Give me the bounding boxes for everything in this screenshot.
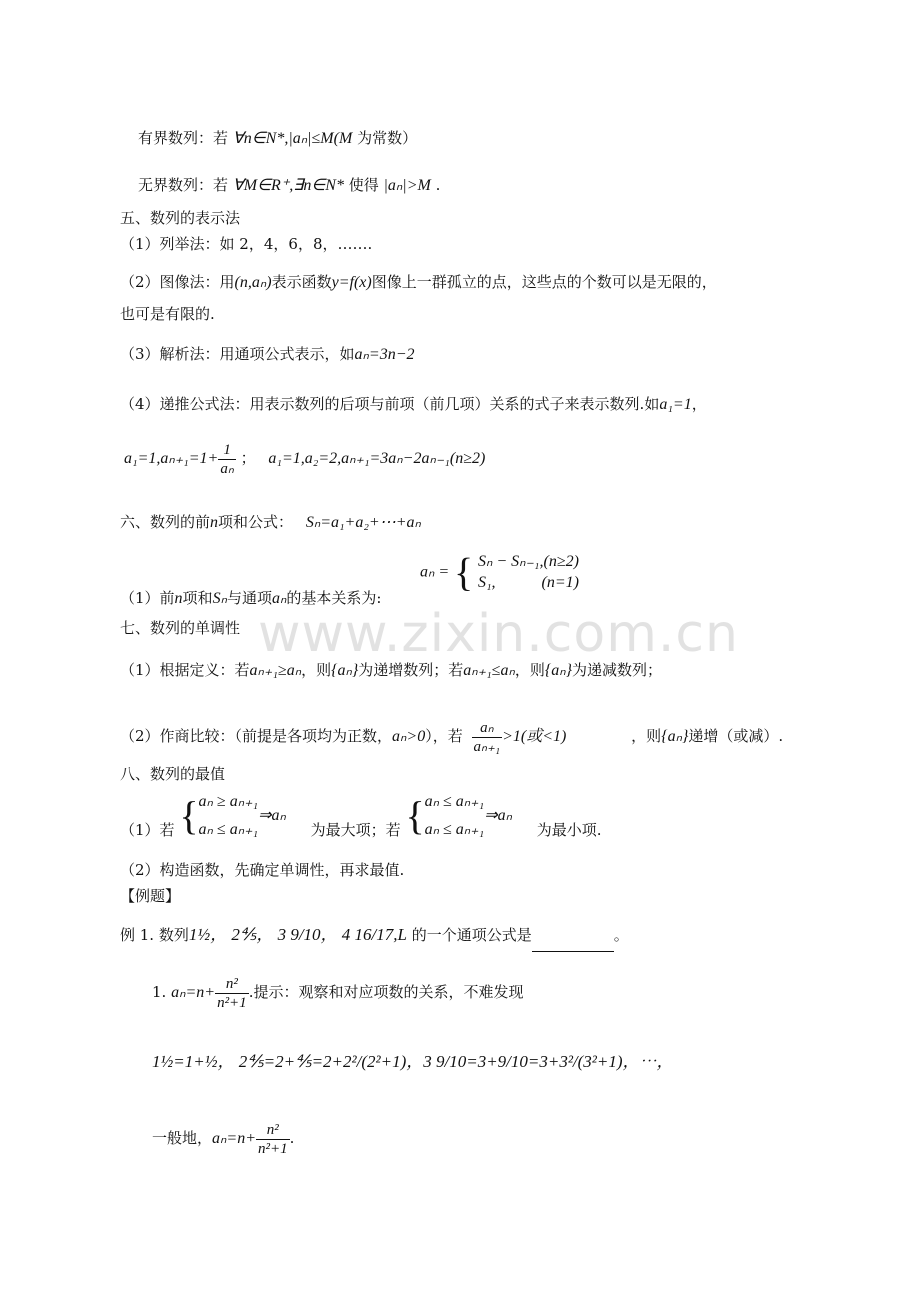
example-one: 例 1. 数列1½， 2⅘， 3 9/10， 4 16/17,L 的一个通项公式是 。 [120,918,629,952]
method-listing: （1）列举法：如 2，4，6，8，……. [120,235,373,253]
answer-blank [532,937,614,952]
example-header: 【例题】 [120,887,181,905]
section-seven-title: 七、数列的单调性 [120,619,241,637]
section-five-title: 五、数列的表示法 [120,209,241,227]
general-formula-line: 一般地，aₙ=n+ $\frac{\text{n²}}{\text{n²+1}}$ . [152,1121,295,1157]
watermark: www.zixin.com.cn [258,604,739,664]
unbounded-sequence-line: 无界数列：若 ∀M∈R⁺,∃n∈N* 使得 |aₙ|>M . [138,176,441,194]
sum-relation-line: （1）前n项和Sₙ与通项aₙ的基本关系为: [120,589,382,607]
piecewise-formula: aₙ = { Sₙ − Sₙ₋₁,(n≥2) S₁, (n=1) [420,549,579,595]
section-six-title: 六、数列的前n项和公式： Sₙ=a₁+a₂+⋯+aₙ [120,513,421,531]
answer-line: 1. aₙ=n+ $\frac{\text{n²}}{\text{n²+1}}$ .提示：观察和对应项数的关系，不难发现 [152,975,524,1011]
left-brace: { [405,793,425,838]
method-graph-line1: （2）图像法：用(n,aₙ)表示函数y=f(x)图像上一群孤立的点，这些点的个数可以是无限的， [120,273,717,291]
section-eight-title: 八、数列的最值 [120,765,226,783]
recursive-examples: a₁=1,aₙ₊₁=1+ $\frac{1}{\text{aₙ}}$ ； a₁=1,a₂=2,aₙ₊₁=3aₙ−2aₙ₋₁(n≥2) [124,441,486,477]
extremum-method-two: （2）构造函数，先确定单调性，再求最值. [120,861,405,879]
bounded-sequence-line: 有界数列：若 ∀n∈N*,|aₙ|≤M(M 为常数） [138,129,418,147]
quotient-fraction: $\frac{\text{aₙ}}{\text{aₙ₊₁}}$ [473,719,501,755]
derivation-chain: 1½=1+½， 2⅘=2+⅘=2+2²/(2²+1)，3 9/10=3+9/10=3+3²/(3²+1)，⋯， [152,1052,674,1071]
fraction: $\frac{1}{\text{aₙ}}$ [220,441,234,477]
method-formula: （3）解析法：用通项公式表示，如aₙ=3n−2 [120,345,415,363]
monotonic-definition: （1）根据定义：若aₙ₊₁≥aₙ，则{aₙ}为递增数列；若aₙ₊₁≤aₙ，则{aₙ}为递减数列； [120,661,663,679]
method-graph-line2: 也可是有限的. [120,305,215,323]
monotonic-quotient: （2）作商比较：（前提是各项均为正数，aₙ>0），若 $\frac{\text{aₙ}}{\text{aₙ₊₁}}$ >1(或<1) ，则{aₙ}递增（或减）. [120,719,784,755]
fraction: $\frac{\text{n²}}{\text{n²+1}}$ [257,1121,288,1157]
left-brace: { [453,549,474,595]
fraction: $\frac{\text{n²}}{\text{n²+1}}$ [217,975,247,1011]
method-recursive: （4）递推公式法：用表示数列的后项与前项（前几项）关系的式子来表示数列.如a₁=1， [120,395,707,413]
extremum-line: （1）若 { aₙ ≥ aₙ₊₁ aₙ ≤ aₙ₊₁ ⇒aₙ 为最大项；若 { aₙ ≤ aₙ₊₁ aₙ ≤ aₙ₊₁ ⇒aₙ 为最小项. [120,793,602,839]
left-brace: { [179,793,199,838]
